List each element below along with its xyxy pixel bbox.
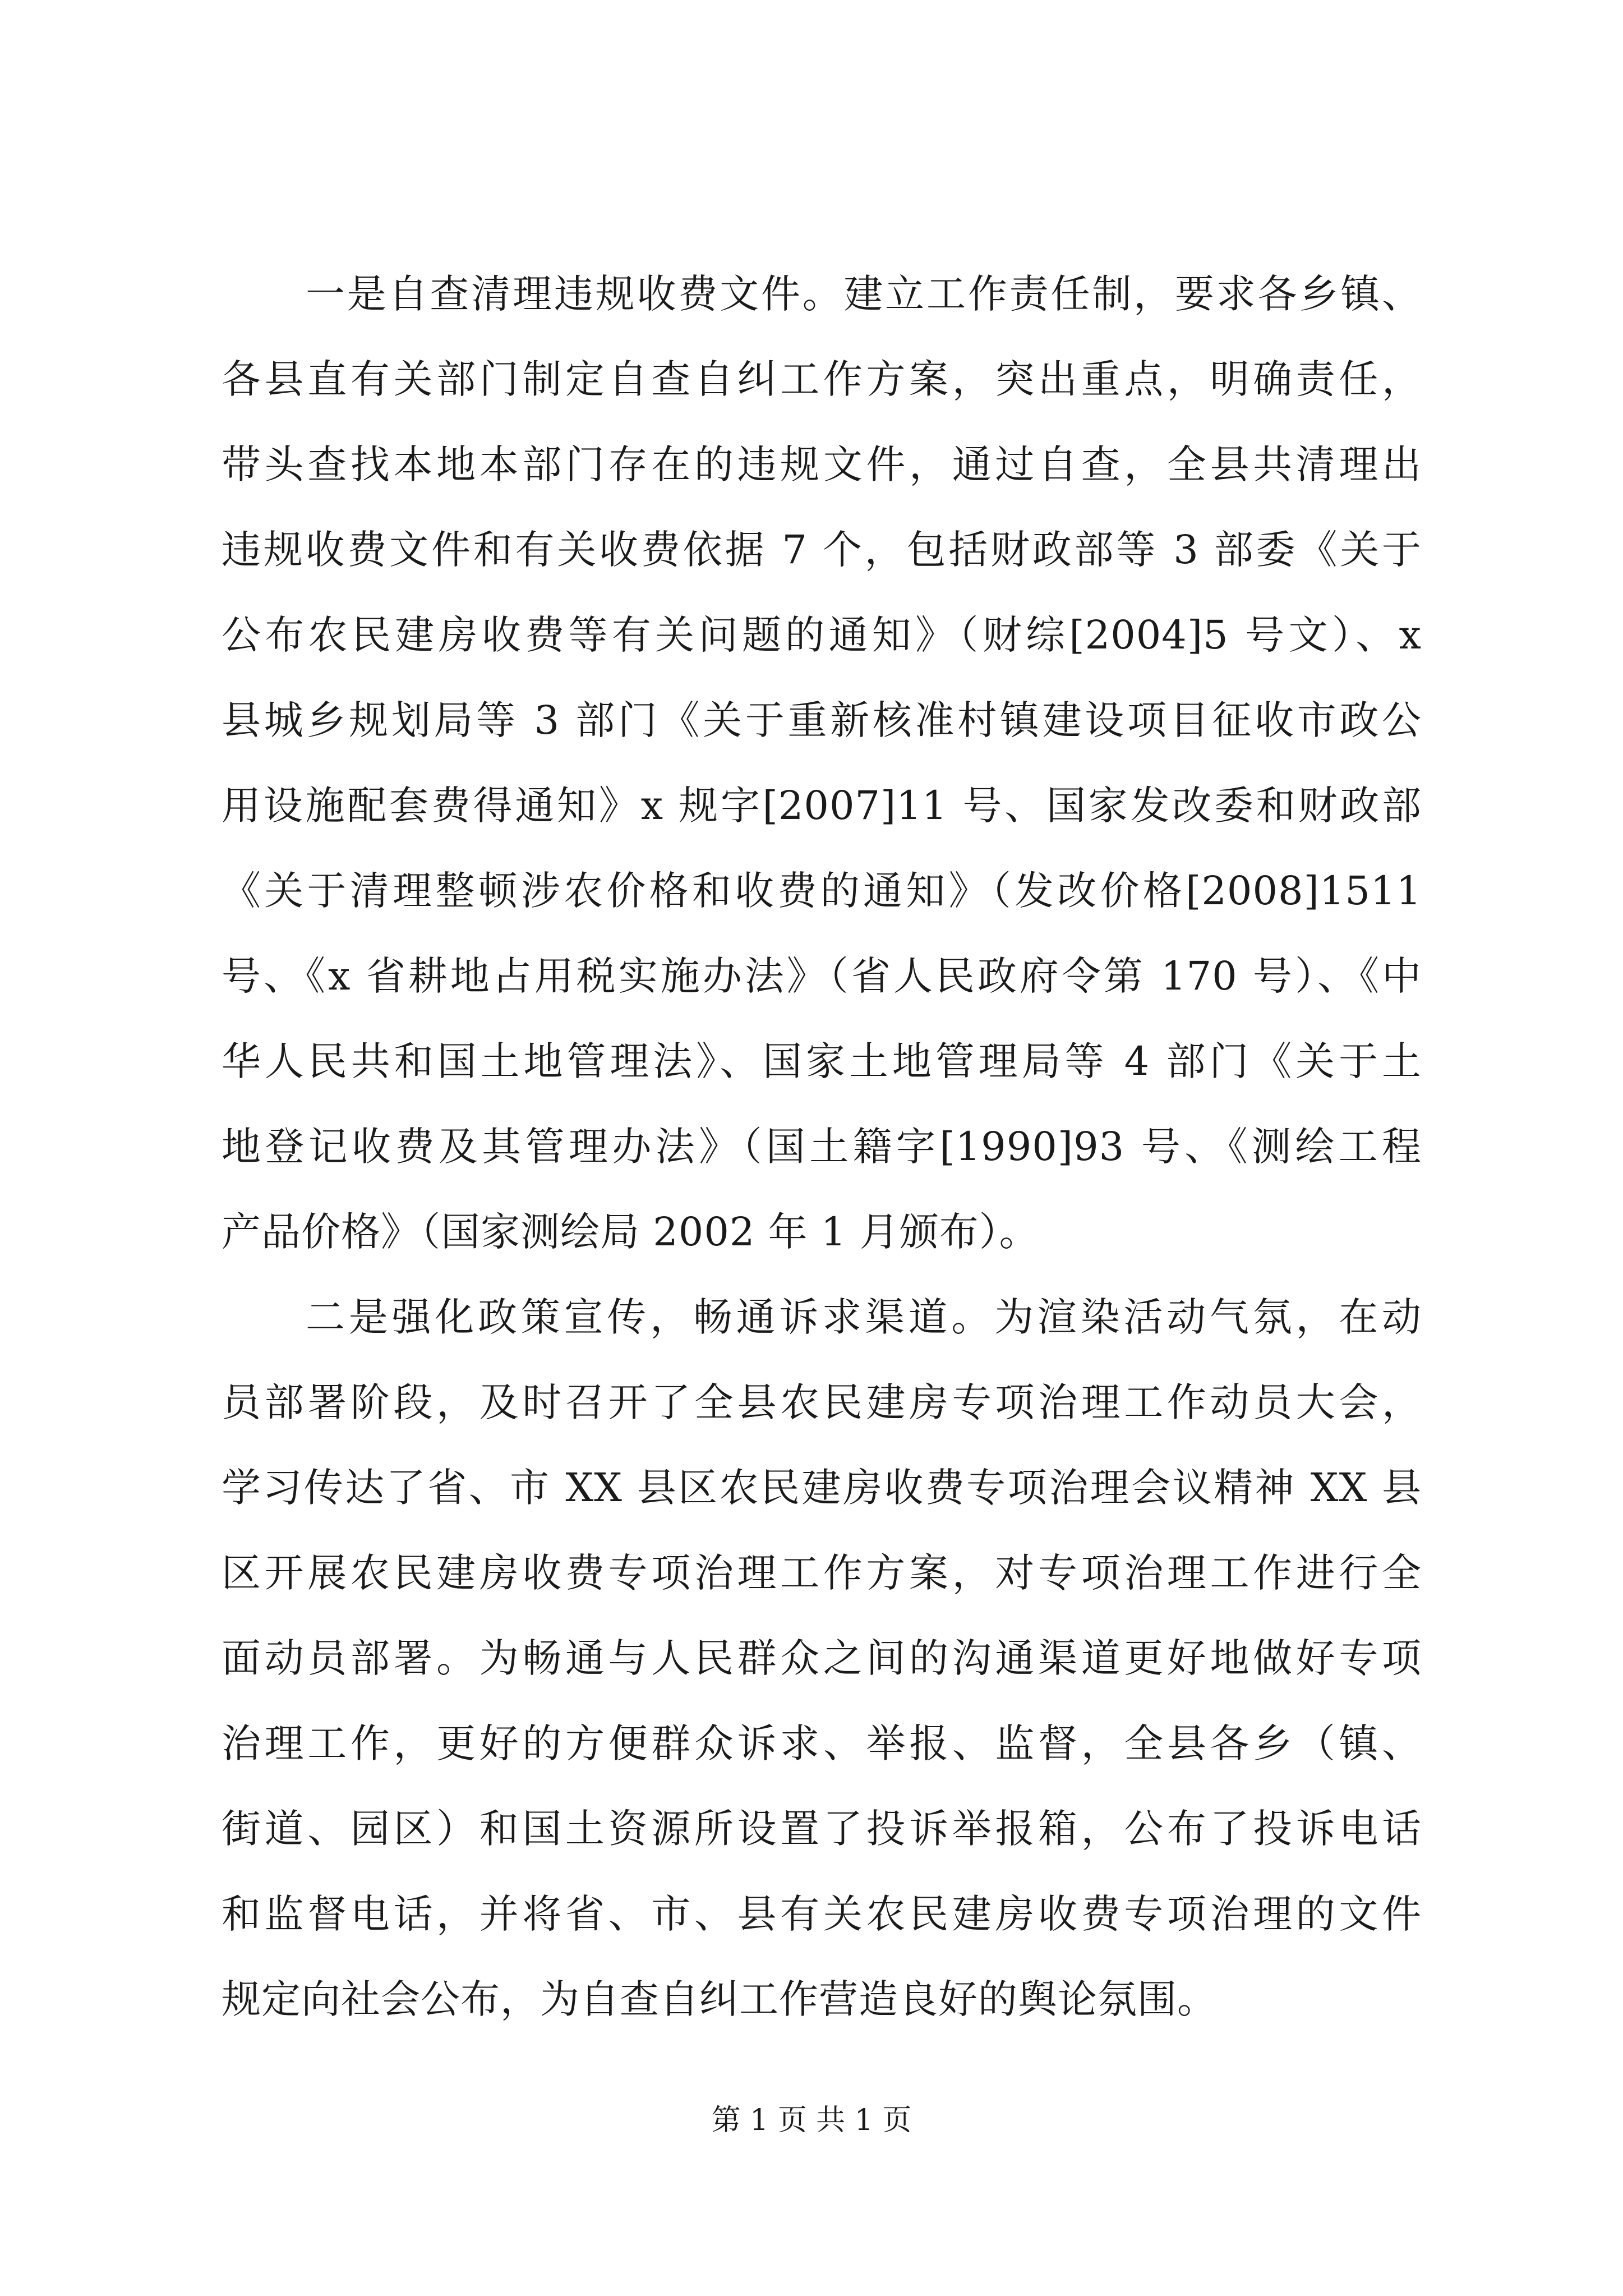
paragraph-line: 二是强化政策宣传，畅通诉求渠道。为渲染活动气氛，在动	[306, 1294, 1422, 1340]
paragraph-line: 和监督电话，并将省、市、县有关农民建房收费专项治理的文件	[222, 1891, 1422, 1937]
paragraph-line: 规定向社会公布，为自查自纠工作营造良好的舆论氛围。	[222, 1976, 1217, 2022]
paragraph-line: 县城乡规划局等 3 部门《关于重新核准村镇建设项目征收市政公	[222, 697, 1422, 743]
paragraph-line: 产品价格》（国家测绘局 2002 年 1 月颁布）。	[222, 1209, 1039, 1255]
paragraph-line: 治理工作，更好的方便群众诉求、举报、监督，全县各乡（镇、	[222, 1720, 1422, 1766]
paragraph-line: 公布农民建房收费等有关问题的通知》（财综[2004]5 号文）、x	[222, 612, 1422, 658]
paragraph-line: 华人民共和国土地管理法》、国家土地管理局等 4 部门《关于土	[222, 1038, 1422, 1084]
paragraph-line: 地登记收费及其管理办法》（国土籍字[1990]93 号、《测绘工程	[222, 1124, 1422, 1170]
paragraph-line: 各县直有关部门制定自查自纠工作方案，突出重点，明确责任，	[222, 356, 1422, 402]
paragraph-2	[222, 1274, 1422, 2042]
paragraph-line: 区开展农民建房收费专项治理工作方案，对专项治理工作进行全	[222, 1550, 1422, 1596]
paragraph-line: 号、《x 省耕地占用税实施办法》（省人民政府令第 170 号）、《中	[222, 953, 1422, 999]
paragraph-1	[222, 251, 1422, 1274]
paragraph-line: 用设施配套费得通知》x 规字[2007]11 号、国家发改委和财政部	[222, 783, 1422, 829]
paragraph-line: 学习传达了省、市 XX 县区农民建房收费专项治理会议精神 XX 县	[222, 1465, 1422, 1511]
paragraph-line: 员部署阶段，及时召开了全县农民建房专项治理工作动员大会，	[222, 1379, 1422, 1425]
page-footer: 第 1 页 共 1 页	[711, 2104, 912, 2137]
paragraph-line: 带头查找本地本部门存在的违规文件，通过自查，全县共清理出	[222, 441, 1422, 487]
paragraph-line: 面动员部署。为畅通与人民群众之间的沟通渠道更好地做好专项	[222, 1635, 1422, 1681]
paragraph-line: 《关于清理整顿涉农价格和收费的通知》（发改价格[2008]1511	[222, 868, 1422, 914]
document-body	[222, 251, 1422, 2042]
paragraph-line: 违规收费文件和有关收费依据 7 个，包括财政部等 3 部委《关于	[222, 527, 1422, 573]
paragraph-line: 街道、园区）和国土资源所设置了投诉举报箱，公布了投诉电话	[222, 1806, 1422, 1852]
paragraph-line: 一是自查清理违规收费文件。建立工作责任制，要求各乡镇、	[306, 271, 1422, 317]
